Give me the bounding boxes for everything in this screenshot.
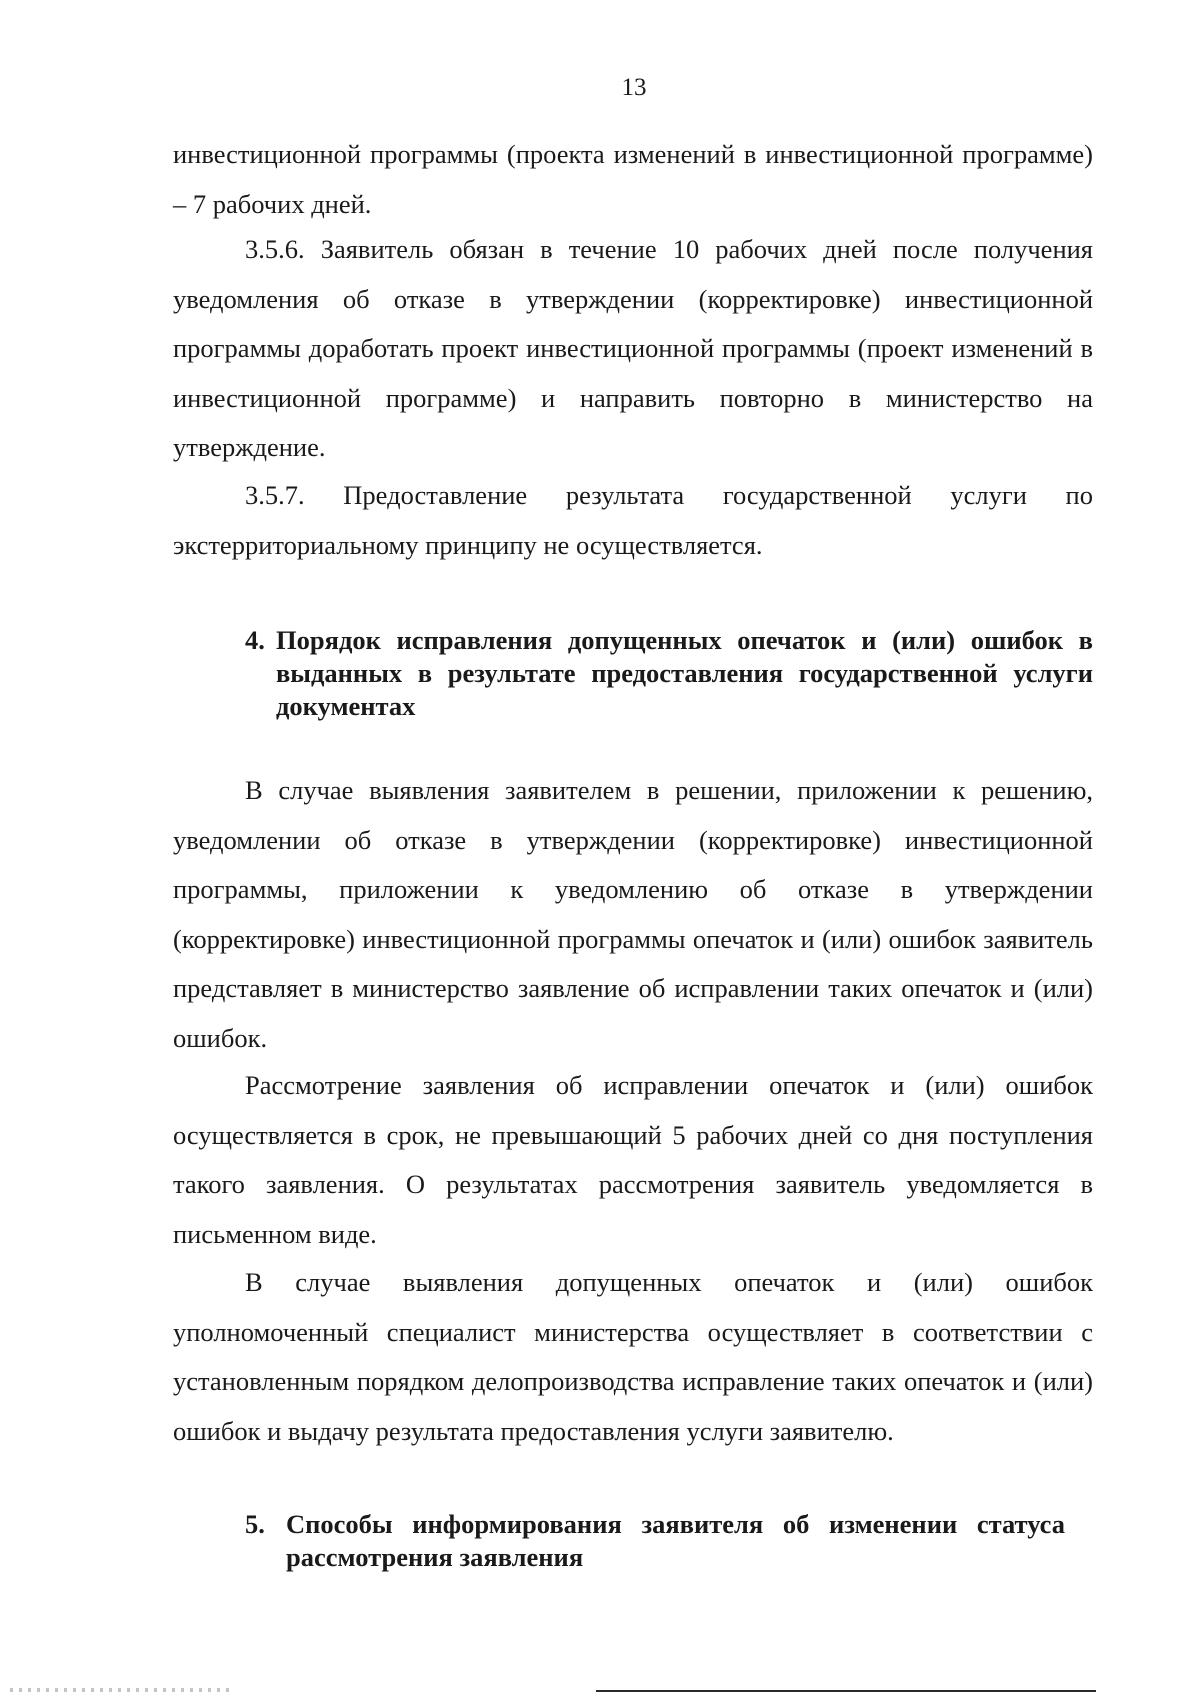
paragraph-errors-correction: В случае выявления допущенных опечаток и (или) ошибок уполномоченный специалист министерства осуществляет в соответствии с установленным порядком делопроизводства исправление таких опечаток и (или) ошибок и выдачу результата предоставления услуги заявителю. (173, 1267, 1093, 1446)
scan-artifact (10, 1688, 230, 1692)
section-4-title: Порядок исправления допущенных опечаток и (или) ошибок в выданных в результате предоставления государственной услуги документах (276, 625, 1093, 721)
paragraph-3-5-7: 3.5.7. Предоставление результата государственной услуги по экстерриториальному принципу не осуществляется. (173, 480, 1093, 560)
section-4-number: 4. (245, 625, 265, 655)
section-5-title: Способы информирования заявителя об изменении статуса рассмотрения заявления (286, 1509, 1065, 1572)
page-number: 13 (621, 74, 647, 101)
section-5-number: 5. (245, 1509, 265, 1539)
paragraph-continuation: инвестиционной программы (проекта изменений в инвестиционной программе) – 7 рабочих дней. (173, 139, 1093, 219)
paragraph-3-5-6: 3.5.6. Заявитель обязан в течение 10 рабочих дней после получения уведомления об отказе в утверждении (корректировке) инвестиционной программы доработать проект инвестиционной программы (проект изменений в инвестиционной программе) и направить повторно в министерство на утверждение. (173, 234, 1093, 462)
section-4-heading (245, 624, 1093, 723)
footer-rule (596, 1690, 1096, 1692)
paragraph-errors-detection: В случае выявления заявителем в решении, приложении к решению, уведомлении об отказе в утверждении (корректировке) инвестиционной программы, приложении к уведомлению об отказе в утверждении (корректировке) инвестиционной программы опечаток и (или) ошибок заявитель представляет в министерство заявление об исправлении таких опечаток и (или) ошибок. (173, 775, 1093, 1053)
section-5-heading (245, 1508, 1065, 1574)
paragraph-errors-review: Рассмотрение заявления об исправлении опечаток и (или) ошибок осуществляется в срок, не превышающий 5 рабочих дней со дня поступления такого заявления. О результатах рассмотрения заявитель уведомляется в письменном виде. (173, 1070, 1093, 1249)
